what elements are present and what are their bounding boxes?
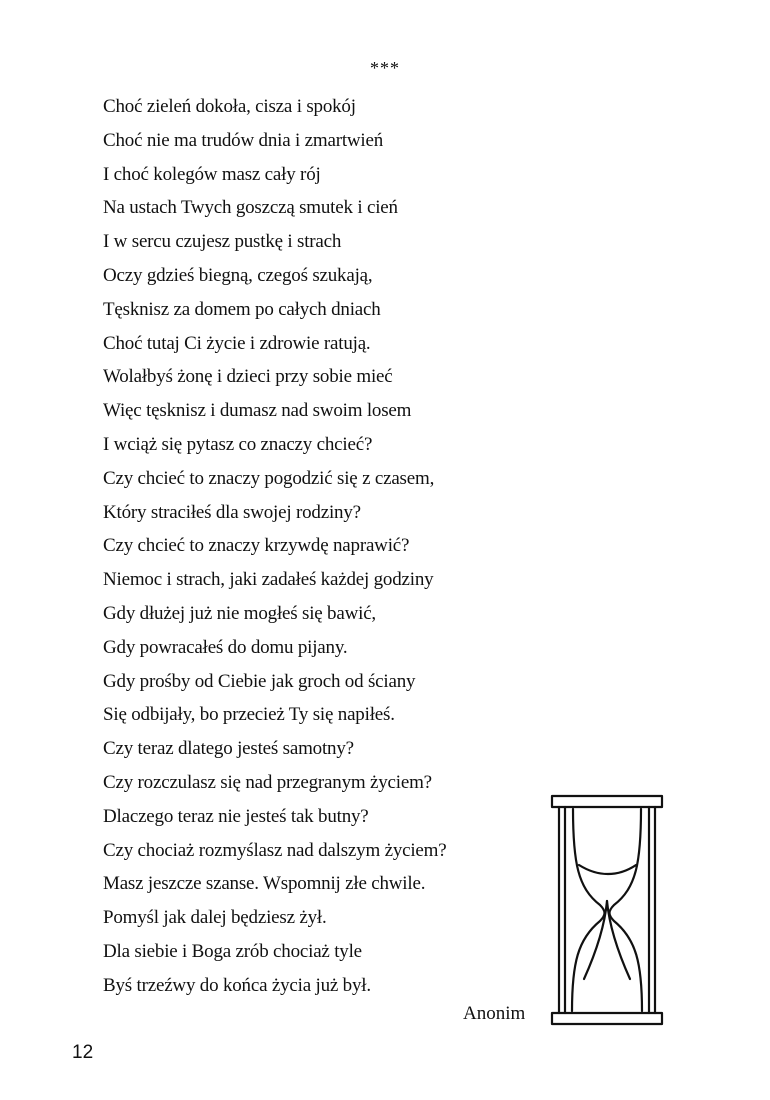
poem-line: Czy chcieć to znaczy krzywdę naprawić?: [103, 535, 410, 557]
poem-line: Gdy powracałeś do domu pijany.: [103, 636, 348, 658]
poem-line: Pomyśl jak dalej będziesz żył.: [103, 907, 327, 929]
poem-author: Anonim: [463, 1003, 526, 1024]
poem-line: Choć nie ma trudów dnia i zmartwień: [103, 129, 384, 151]
poem-line: I choć kolegów masz cały rój: [103, 163, 321, 185]
poem-line: Byś trzeźwy do końca życia już był.: [103, 974, 371, 996]
poem-line: Na ustach Twych goszczą smutek i cień: [103, 197, 398, 219]
poem-line: Dlaczego teraz nie jesteś tak butny?: [103, 805, 369, 827]
poem-line: Choć tutaj Ci życie i zdrowie ratują.: [103, 332, 371, 354]
poem-line: Gdy prośby od Ciebie jak groch od ściany: [103, 670, 416, 692]
poem-line: Się odbijały, bo przecież Ty się napiłeś.: [103, 704, 395, 726]
hourglass-icon: [548, 793, 666, 1027]
poem-line: I wciąż się pytasz co znaczy chcieć?: [103, 433, 373, 455]
poem-line: I w sercu czujesz pustkę i strach: [103, 231, 342, 253]
poem-line: Tęsknisz za domem po całych dniach: [103, 298, 381, 320]
poem-line: Masz jeszcze szanse. Wspomnij złe chwile.: [103, 873, 426, 895]
section-separator: ***: [370, 58, 400, 78]
poem-line: Czy rozczulasz się nad przegranym życiem?: [103, 771, 432, 793]
poem-line: Gdy dłużej już nie mogłeś się bawić,: [103, 602, 376, 624]
poem-line: Który straciłeś dla swojej rodziny?: [103, 501, 361, 523]
poem-line: Czy teraz dlatego jesteś samotny?: [103, 738, 354, 760]
poem-line: Czy chcieć to znaczy pogodzić się z czasem,: [103, 467, 435, 489]
poem-line: Czy chociaż rozmyślasz nad dalszym życiem?: [103, 839, 447, 861]
page-number: 12: [72, 1042, 94, 1063]
poem-line: Niemoc i strach, jaki zadałeś każdej godziny: [103, 569, 434, 591]
poem-text: [103, 90, 446, 1003]
poem-line: Oczy gdzieś biegną, czegoś szukają,: [103, 264, 373, 286]
poem-line: Choć zieleń dokoła, cisza i spokój: [103, 96, 356, 117]
poem-line: Dla siebie i Boga zrób chociaż tyle: [103, 940, 362, 962]
poem-line: Więc tęsknisz i dumasz nad swoim losem: [103, 400, 412, 422]
poem-line: Wolałbyś żonę i dzieci przy sobie mieć: [103, 366, 393, 388]
